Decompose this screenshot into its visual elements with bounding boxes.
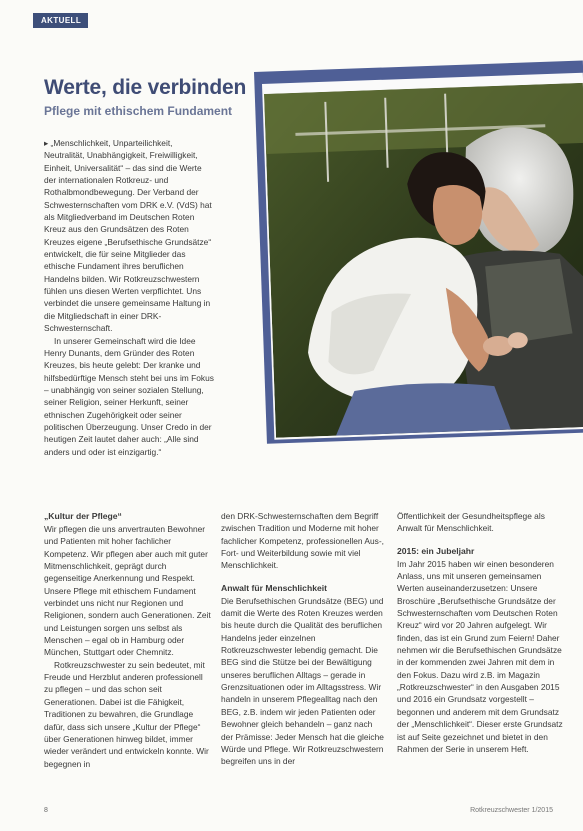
- headline: Werte, die verbinden: [44, 76, 247, 99]
- page-number: 8: [44, 807, 48, 814]
- subheading: Anwalt für Menschlichkeit: [221, 582, 328, 593]
- photo-image: [264, 83, 583, 438]
- paragraph: Öffentlichkeit der Gesundheitspflege als Anwalt für Menschlichkeit.: [397, 511, 545, 534]
- subheadline: Pflege mit ethischem Fundament: [44, 104, 233, 118]
- paragraph: In unserer Gemeinschaft wird die Idee Henry Dunants, dem Gründer des Roten Kreuzes, bis heute gelebt: Der kranke und hilfsbedürftige Mensch steht bei uns im Fokus – unabhängig von seiner sozialen Stellung, seiner Religion, seiner Herkunft, seiner ethnischen Zugehörigkeit oder seiner politischen Überzeugung. Unser Credo in der heutigen Zeit lautet daher auch: „Alle sind anders und oder ist einzigartig.“: [44, 335, 214, 457]
- photo-nurse-with-elderly-woman: [264, 83, 583, 438]
- paragraph: Wir pflegen die uns anvertrauten Bewohner und Patienten mit hoher fachlicher Kompetenz. Wir pflegen aber auch mit guter Mitmenschlichkeit, geprägt durch gegenseitige Anerkennung und Respekt. Unsere Pflege mit ethischem Fundament verbindet uns nicht nur Regionen und Religionen, sondern auch Generationen. Zeit und Leistungen sorgen uns selbst als Menschen – egal ob in Hamburg oder München, Stuttgart oder Chemnitz.: [44, 524, 211, 658]
- paragraph: Die Berufsethischen Grundsätze (BEG) und damit die Werte des Roten Kreuzes werden bis heute durch die Qualität des beruflichen Handelns jeder einzelnen Rotkreuzschwester lebendig gemacht. Die BEG sind die Stütze bei der Bewältigung unseres beruflichen Alltags – gerade in Grenzsituationen oder im Alltagsstress. Wir handeln in unserem Pflegealltag nach den BEG, z.B. indem wir jeden Patienten oder Bewohner gleich behandeln – ganz nach der Prämisse: Jeder Mensch hat die gleiche Würde und Pflege. Wir Rotkreuzschwestern begreifen uns in der: [221, 595, 384, 767]
- column-3: [221, 510, 385, 768]
- subheading: „Kultur der Pflege“: [44, 511, 122, 521]
- column-4: [397, 510, 567, 755]
- column-2: [44, 510, 212, 770]
- subheading: 2015: ein Jubeljahr: [397, 545, 475, 556]
- paragraph: Rotkreuzschwester zu sein bedeutet, mit Freude und Herzblut anderen professionell zu pflegen – und das schon seit Generationen. Dabei ist die Fähigkeit, Traditionen zu bewahren, die Grundlage dafür, dass sich unsere „Kultur der Pflege“ über Generationen hinweg bildet, immer wieder verändert und entwickeln konnte. Wir begegnen in: [44, 659, 209, 769]
- column-1: [44, 137, 214, 458]
- paragraph: ▸ „Menschlichkeit, Unparteilichkeit, Neutralität, Unabhängigkeit, Freiwilligkeit, Einheit, Universalität“ – das sind die Werte der internationalen Rotkreuz- und Rothalbmondbewegung. Der Verband der Schwesternschaften vom DRK e.V. (VdS) hat als Mitgliedverband im Deutschen Roten Kreuz aus den Grundsätzen des Roten Kreuzes eigene „Berufsethische Grundsätze“ entwickelt, die für seine Mitglieder das ethische Fundament ihres beruflichen Handelns bilden. Wir Rotkreuzschwestern fühlen uns diesen Werten verpflichtet. Uns verbindet die unsere gemeinsame Haltung in die Mitgliedschaft in einer DRK-Schwesternschaft.: [44, 138, 212, 334]
- footer-publication: Rotkreuzschwester 1/2015: [470, 807, 553, 814]
- paragraph: Im Jahr 2015 haben wir einen besonderen Anlass, uns mit unseren gemeinsamen Werten auseinanderzusetzen: Unsere Broschüre „Berufsethische Grundsätze der Schwesternschaften vom Deutschen Roten Kreuz“ wird vor 20 Jahren aufgelegt. Wir finden, das ist ein Grund zum Feiern! Daher nehmen wir die Berufsethischen Grundsätze in der kommenden zwei Jahren mit dem in den Fokus. Dazu wird z.B. im Magazin „Rotkreuzschwester“ in den Ausgaben 2015 und 2016 ein Grundsatz vorgestellt – begonnen und anderem mit dem Grundsatz der „Menschlichkeit“. Dieser erste Grundsatz ist auf Seite gezeichnet und bietet in den Rahmen der Serie in unserem Heft.: [397, 558, 563, 754]
- section-tag: AKTUELL: [33, 13, 88, 28]
- paragraph: den DRK-Schwesternschaften dem Begriff zwischen Tradition und Moderne mit hoher fachlicher Kompetenz, professionellen Aus-, Fort- und Weiterbildung sowie mit viel Menschlichkeit.: [221, 511, 384, 571]
